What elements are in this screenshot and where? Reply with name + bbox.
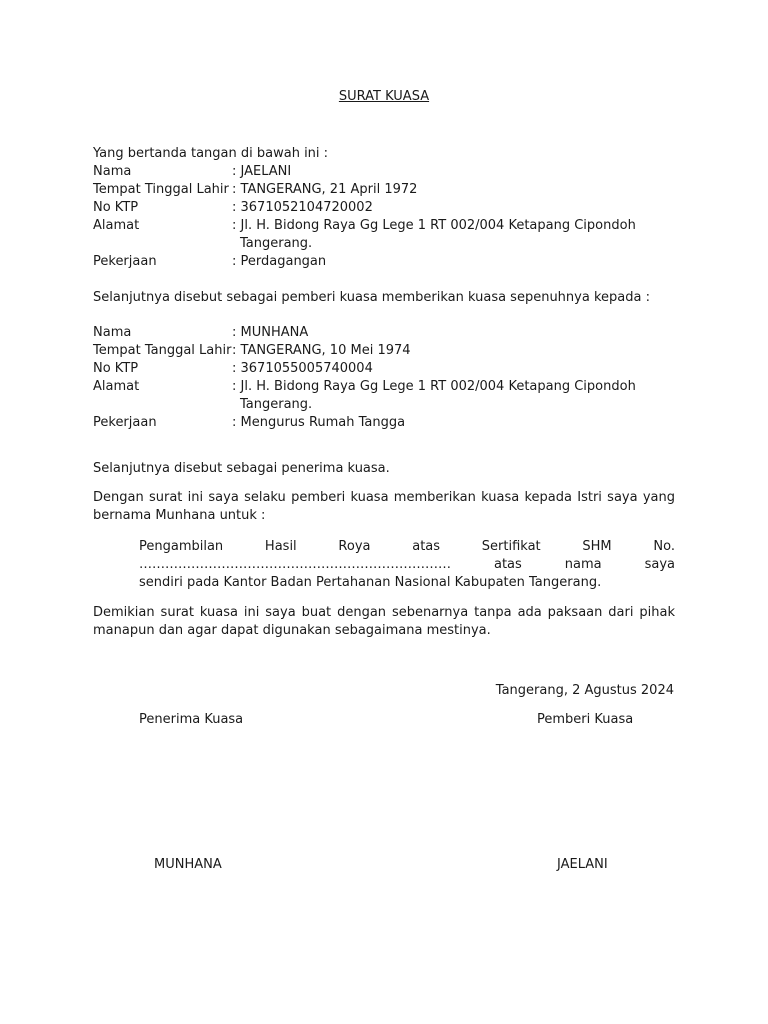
row-value: : 3671052104720002 <box>232 200 373 215</box>
receiver-name: MUNHANA <box>154 857 222 872</box>
giver-title: Pemberi Kuasa <box>537 712 634 727</box>
row-label: No KTP <box>93 361 139 376</box>
row-value: : TANGERANG, 10 Mei 1974 <box>232 343 411 358</box>
row-value: Tangerang. <box>240 236 313 251</box>
grantee-row-ktp <box>93 360 683 378</box>
document-title: SURAT KUASA <box>338 89 430 104</box>
paragraph-line: sendiri pada Kantor Badan Pertahanan Nasional Kabupaten Tangerang. <box>139 575 602 590</box>
row-label: Alamat <box>93 379 140 394</box>
paragraph-line: Dengan surat ini saya selaku pemberi kuasa memberikan kuasa kepada Istri saya yang <box>93 490 675 505</box>
row-label: No KTP <box>93 200 139 215</box>
grantee-row-birth <box>93 342 683 360</box>
grantor-row-name <box>93 163 683 181</box>
paragraph-line: Demikian surat kuasa ini saya buat dengan sebenarnya tanpa ada paksaan dari pihak <box>93 605 675 620</box>
row-label: Pekerjaan <box>93 254 157 269</box>
grantee-row-job <box>93 414 683 432</box>
grantor-row-ktp <box>93 199 683 217</box>
paragraph-line: manapun dan agar dapat digunakan sebagaimana mestinya. <box>93 623 491 638</box>
grantee-statement: Selanjutnya disebut sebagai penerima kuasa. <box>93 461 390 476</box>
row-value: : 3671055005740004 <box>232 361 373 376</box>
grantee-row-address-cont <box>93 396 683 414</box>
grantor-row-address-cont <box>93 235 683 253</box>
closing-paragraph <box>93 604 675 640</box>
purpose-intro <box>93 489 675 525</box>
purpose-detail <box>139 538 675 592</box>
row-value: : MUNHANA <box>232 325 309 340</box>
receiver-title: Penerima Kuasa <box>139 712 244 727</box>
row-value: Tangerang. <box>240 397 313 412</box>
row-label: Nama <box>93 325 132 340</box>
row-label: Pekerjaan <box>93 415 157 430</box>
grantor-row-address <box>93 217 683 235</box>
row-label: Alamat <box>93 218 140 233</box>
row-value: : Jl. H. Bidong Raya Gg Lege 1 RT 002/004 Ketapang Cipondoh <box>232 379 636 394</box>
paragraph-line: ……………………………………………………………… atas nama saya <box>139 557 675 572</box>
row-value: : Perdagangan <box>232 254 327 269</box>
grantor-row-job <box>93 253 683 271</box>
intro-text: Yang bertanda tangan di bawah ini : <box>93 146 329 161</box>
row-label: Nama <box>93 164 132 179</box>
grant-statement: Selanjutnya disebut sebagai pemberi kuasa memberikan kuasa sepenuhnya kepada : <box>93 290 650 305</box>
grantee-row-address <box>93 378 683 396</box>
place-date: Tangerang, 2 Agustus 2024 <box>495 683 674 698</box>
row-value: : JAELANI <box>232 164 292 179</box>
paragraph-line: Pengambilan Hasil Roya atas Sertifikat SHM No. <box>139 539 675 554</box>
grantor-row-birth <box>93 181 683 199</box>
row-value: : Jl. H. Bidong Raya Gg Lege 1 RT 002/004 Ketapang Cipondoh <box>232 218 636 233</box>
row-label: Tempat Tinggal Lahir <box>93 182 229 197</box>
paragraph-line: bernama Munhana untuk : <box>93 508 266 523</box>
row-value: : TANGERANG, 21 April 1972 <box>232 182 418 197</box>
row-label: Tempat Tanggal Lahir <box>93 343 232 358</box>
row-value: : Mengurus Rumah Tangga <box>232 415 406 430</box>
grantee-row-name <box>93 324 683 342</box>
giver-name: JAELANI <box>557 857 608 872</box>
